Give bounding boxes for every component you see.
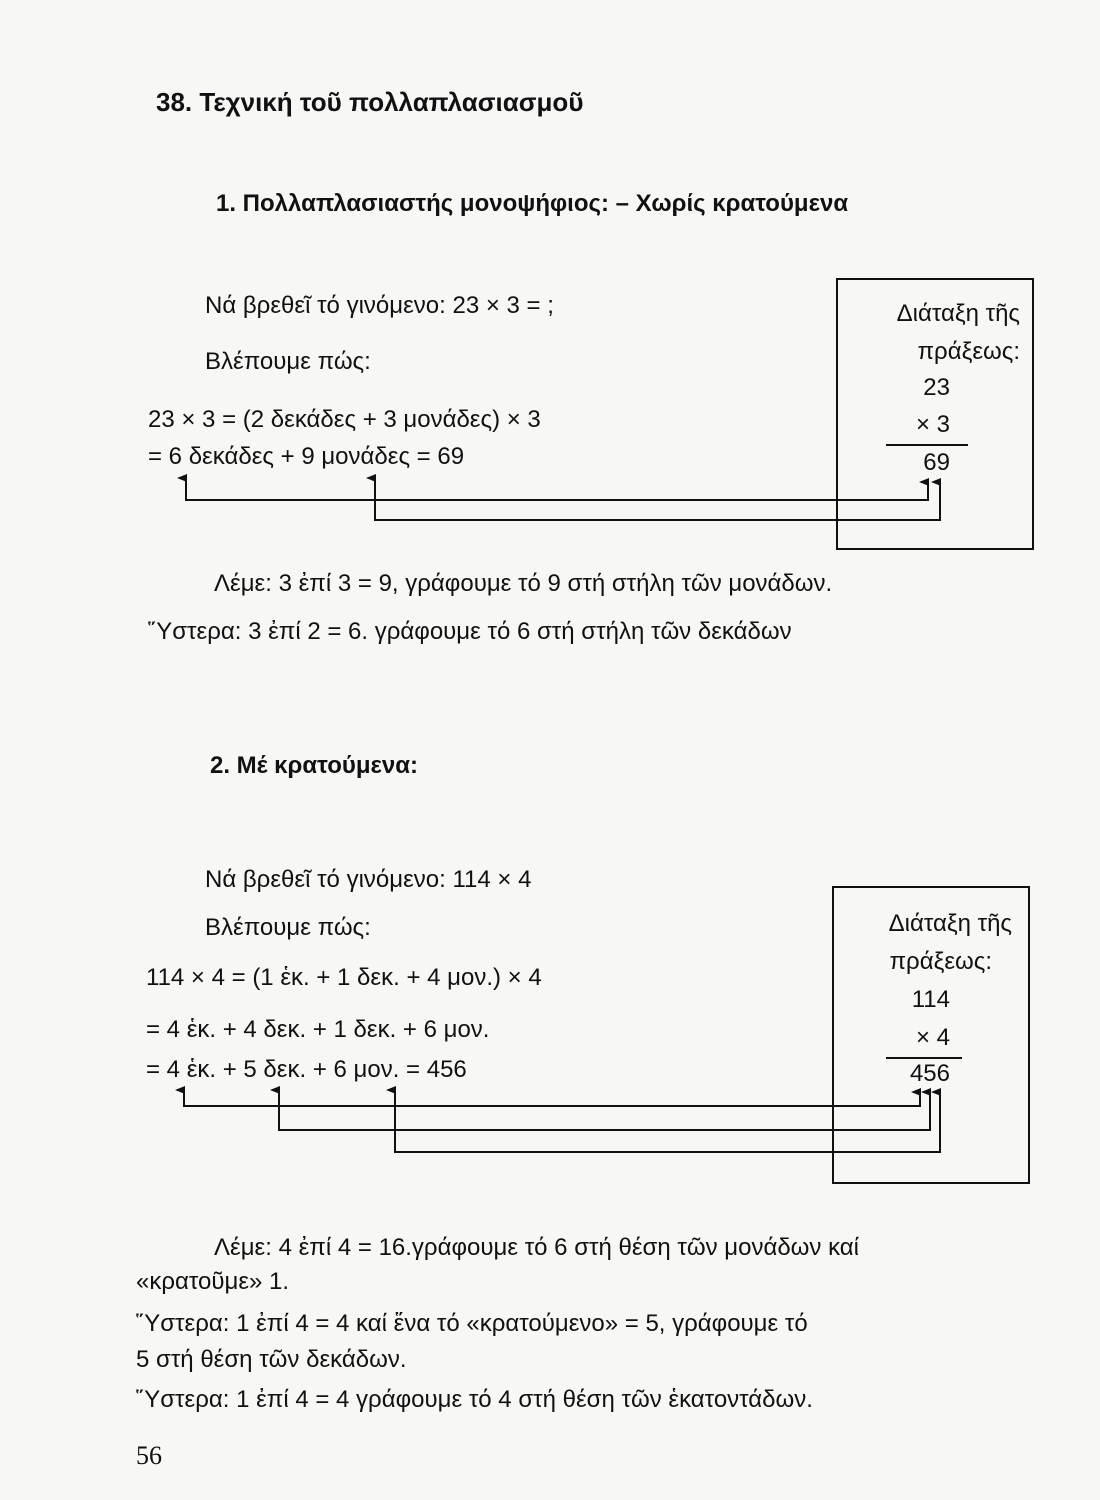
part1-see: Βλέπουμε πώς:: [205, 348, 371, 375]
part1-prompt: Νά βρεθεῖ τό γινόμενο: 23 × 3 = ;: [205, 292, 554, 319]
part2-line3: = 4 ἑκ. + 5 δεκ. + 6 μον. = 456: [146, 1056, 467, 1083]
page-number: 56: [136, 1441, 162, 1470]
part2-line1: 114 × 4 = (1 ἑκ. + 1 δεκ. + 4 μον.) × 4: [146, 964, 542, 991]
part2-heading: 2. Μέ κρατούμενα:: [210, 752, 418, 779]
part2-explain4: 5 στή θέση τῶν δεκάδων.: [136, 1346, 407, 1373]
part1-explain2: Ὕστερα: 3 ἐπί 2 = 6. γράφουμε τό 6 στή στήλη τῶν δεκάδων: [148, 618, 792, 645]
part2-result-rule: [886, 1057, 962, 1059]
part1-explain1: Λέμε: 3 ἐπί 3 = 9, γράφουμε τό 9 στή στήλη τῶν μονάδων.: [214, 570, 833, 597]
part2-multiplicand: 114: [911, 986, 950, 1013]
part1-result-rule: [886, 444, 968, 446]
part2-explain5: Ὕστερα: 1 ἐπί 4 = 4 γράφουμε τό 4 στή θέση τῶν ἑκατοντάδων.: [136, 1386, 813, 1413]
part2-box-title2: πράξεως:: [889, 948, 992, 975]
part2-explain2: «κρατοῦμε» 1.: [136, 1268, 290, 1295]
part1-box-title1: Διάταξη τῆς: [896, 300, 1020, 327]
part2-box-title1: Διάταξη τῆς: [888, 910, 1012, 937]
part2-line2: = 4 ἑκ. + 4 δεκ. + 1 δεκ. + 6 μον.: [146, 1016, 490, 1043]
section-title: 38. Τεχνική τοῦ πολλαπλασιασμοῦ: [156, 87, 584, 117]
part2-see: Βλέπουμε πώς:: [205, 914, 371, 941]
part2-multiplier: × 4: [915, 1024, 950, 1051]
part2-explain1: Λέμε: 4 ἐπί 4 = 16.γράφουμε τό 6 στή θέση τῶν μονάδων καί: [214, 1234, 859, 1261]
part2-explain3: Ὕστερα: 1 ἐπί 4 = 4 καί ἕνα τό «κρατούμενο» = 5, γράφουμε τό: [136, 1310, 808, 1337]
part1-line2: = 6 δεκάδες + 9 μονάδες = 69: [148, 443, 465, 470]
part2-prompt: Νά βρεθεῖ τό γινόμενο: 114 × 4: [205, 866, 532, 893]
part1-result: 69: [923, 449, 950, 476]
part1-heading: 1. Πολλαπλασιαστής μονοψήφιος: – Χωρίς κρατούμενα: [216, 190, 849, 217]
part2-result: 456: [909, 1060, 950, 1087]
part1-arrow-tens: [186, 478, 928, 500]
part1-box-title2: πράξεως:: [917, 338, 1020, 365]
part1-line1: 23 × 3 = (2 δεκάδες + 3 μονάδες) × 3: [148, 406, 541, 433]
part2-arrow-hundreds: [184, 1090, 920, 1106]
part1-multiplier: × 3: [915, 411, 950, 438]
part1-multiplicand: 23: [923, 374, 950, 401]
